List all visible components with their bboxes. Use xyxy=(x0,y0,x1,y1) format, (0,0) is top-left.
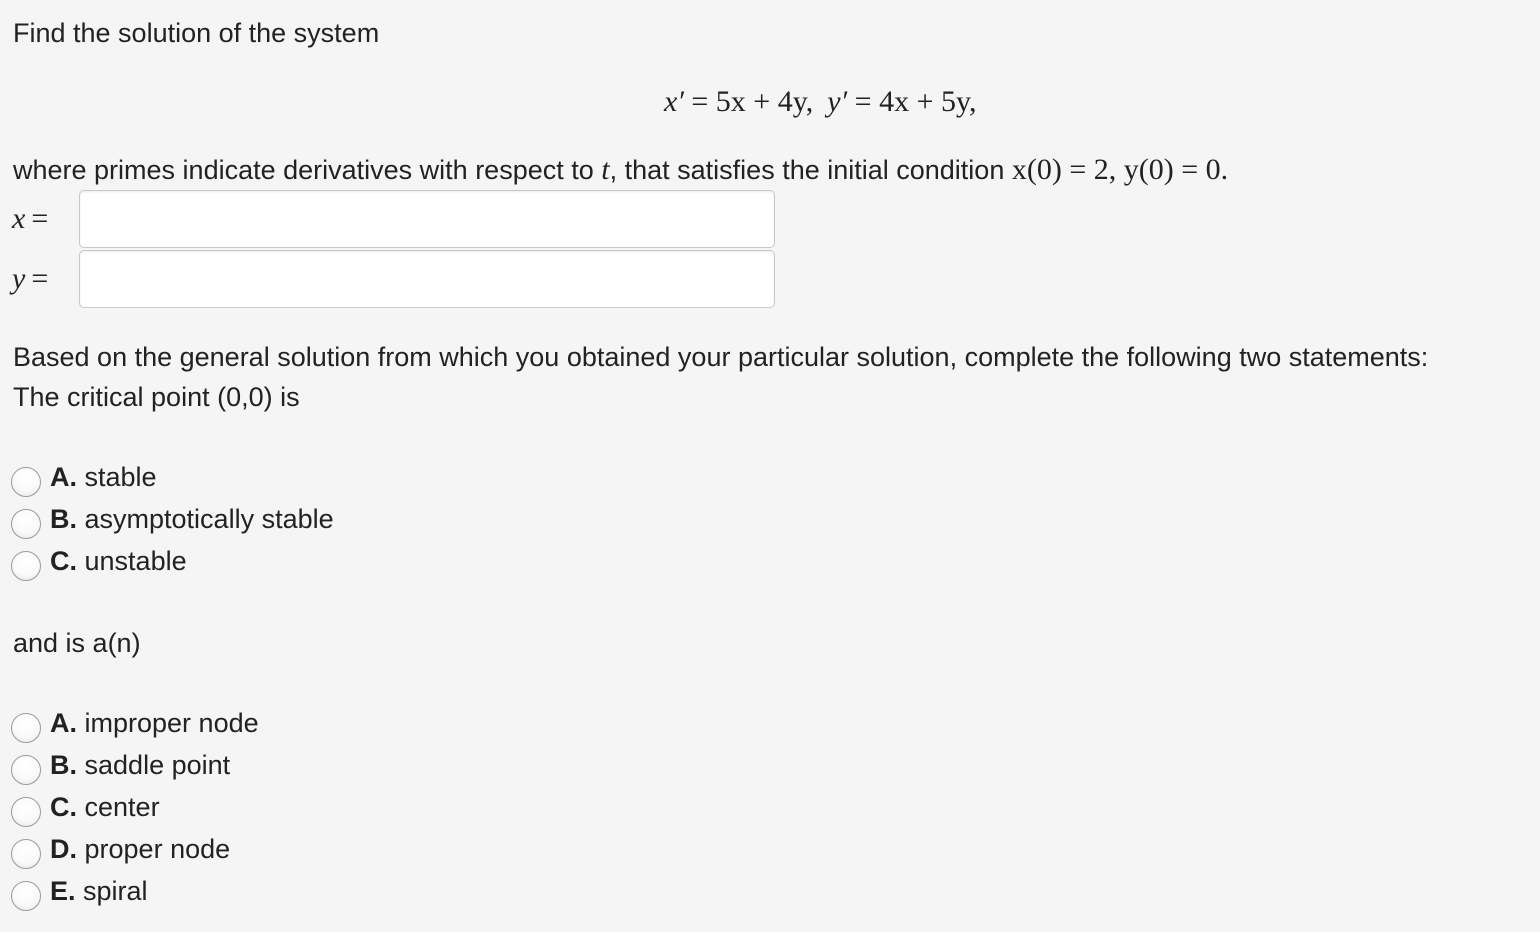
x-answer-label xyxy=(12,201,48,237)
option-letter: A. xyxy=(50,462,77,492)
condition-var-t: t xyxy=(601,153,610,186)
radio-button[interactable] xyxy=(11,755,41,785)
radio-button[interactable] xyxy=(11,467,41,497)
option-label: asymptotically stable xyxy=(84,504,334,534)
option-letter: C. xyxy=(50,546,77,576)
condition-prefix: where primes indicate derivatives with respect to xyxy=(13,155,594,185)
option-letter: A. xyxy=(50,708,77,738)
type-option-improper-node[interactable] xyxy=(11,705,259,741)
option-label: spiral xyxy=(83,876,148,906)
option-label: unstable xyxy=(84,546,187,576)
y-answer-var: y xyxy=(12,262,26,295)
equation-rhs-x: = 5x + 4y, xyxy=(691,85,814,118)
question-intro: Find the solution of the system xyxy=(13,18,380,48)
option-letter: B. xyxy=(50,504,77,534)
equation-rhs-y: = 4x + 5y, xyxy=(854,85,977,118)
option-letter: D. xyxy=(50,834,77,864)
x-answer-var: x xyxy=(12,202,26,235)
radio-button[interactable] xyxy=(11,509,41,539)
equation-lhs-y: y′ xyxy=(827,85,848,118)
x-answer-input[interactable] xyxy=(79,190,775,248)
critical-point-statement: The critical point (0,0) is xyxy=(13,382,300,412)
type-option-spiral[interactable] xyxy=(11,873,148,909)
x-answer-eq: = xyxy=(31,202,49,235)
radio-button[interactable] xyxy=(11,551,41,581)
type-option-proper-node[interactable] xyxy=(11,831,230,867)
y-answer-eq: = xyxy=(31,262,49,295)
stability-option-asymptotically-stable[interactable] xyxy=(11,501,334,537)
condition-middle: , that satisfies the initial condition xyxy=(609,155,1005,185)
radio-button[interactable] xyxy=(11,797,41,827)
stability-option-unstable[interactable] xyxy=(11,543,187,579)
initial-condition-math: x(0) = 2, y(0) = 0. xyxy=(1011,153,1229,186)
equation-lhs-x: x′ xyxy=(664,85,684,118)
radio-button[interactable] xyxy=(11,839,41,869)
option-label: center xyxy=(84,792,160,822)
radio-button[interactable] xyxy=(11,713,41,743)
option-label: stable xyxy=(84,462,157,492)
type-option-center[interactable] xyxy=(11,789,160,825)
option-label: proper node xyxy=(84,834,231,864)
system-equation xyxy=(664,82,977,122)
type-option-saddle-point[interactable] xyxy=(11,747,230,783)
option-letter: C. xyxy=(50,792,77,822)
option-letter: E. xyxy=(50,876,76,906)
y-answer-label xyxy=(12,261,48,297)
point-type-statement: and is a(n) xyxy=(13,628,141,658)
option-label: saddle point xyxy=(84,750,231,780)
y-answer-input[interactable] xyxy=(79,250,775,308)
radio-button[interactable] xyxy=(11,881,41,911)
initial-condition-text xyxy=(13,152,1228,188)
general-solution-instruction: Based on the general solution from which you obtained your particular solution, complete the following two statements: xyxy=(13,342,1429,372)
option-label: improper node xyxy=(84,708,259,738)
stability-option-stable[interactable] xyxy=(11,459,157,495)
option-letter: B. xyxy=(50,750,77,780)
